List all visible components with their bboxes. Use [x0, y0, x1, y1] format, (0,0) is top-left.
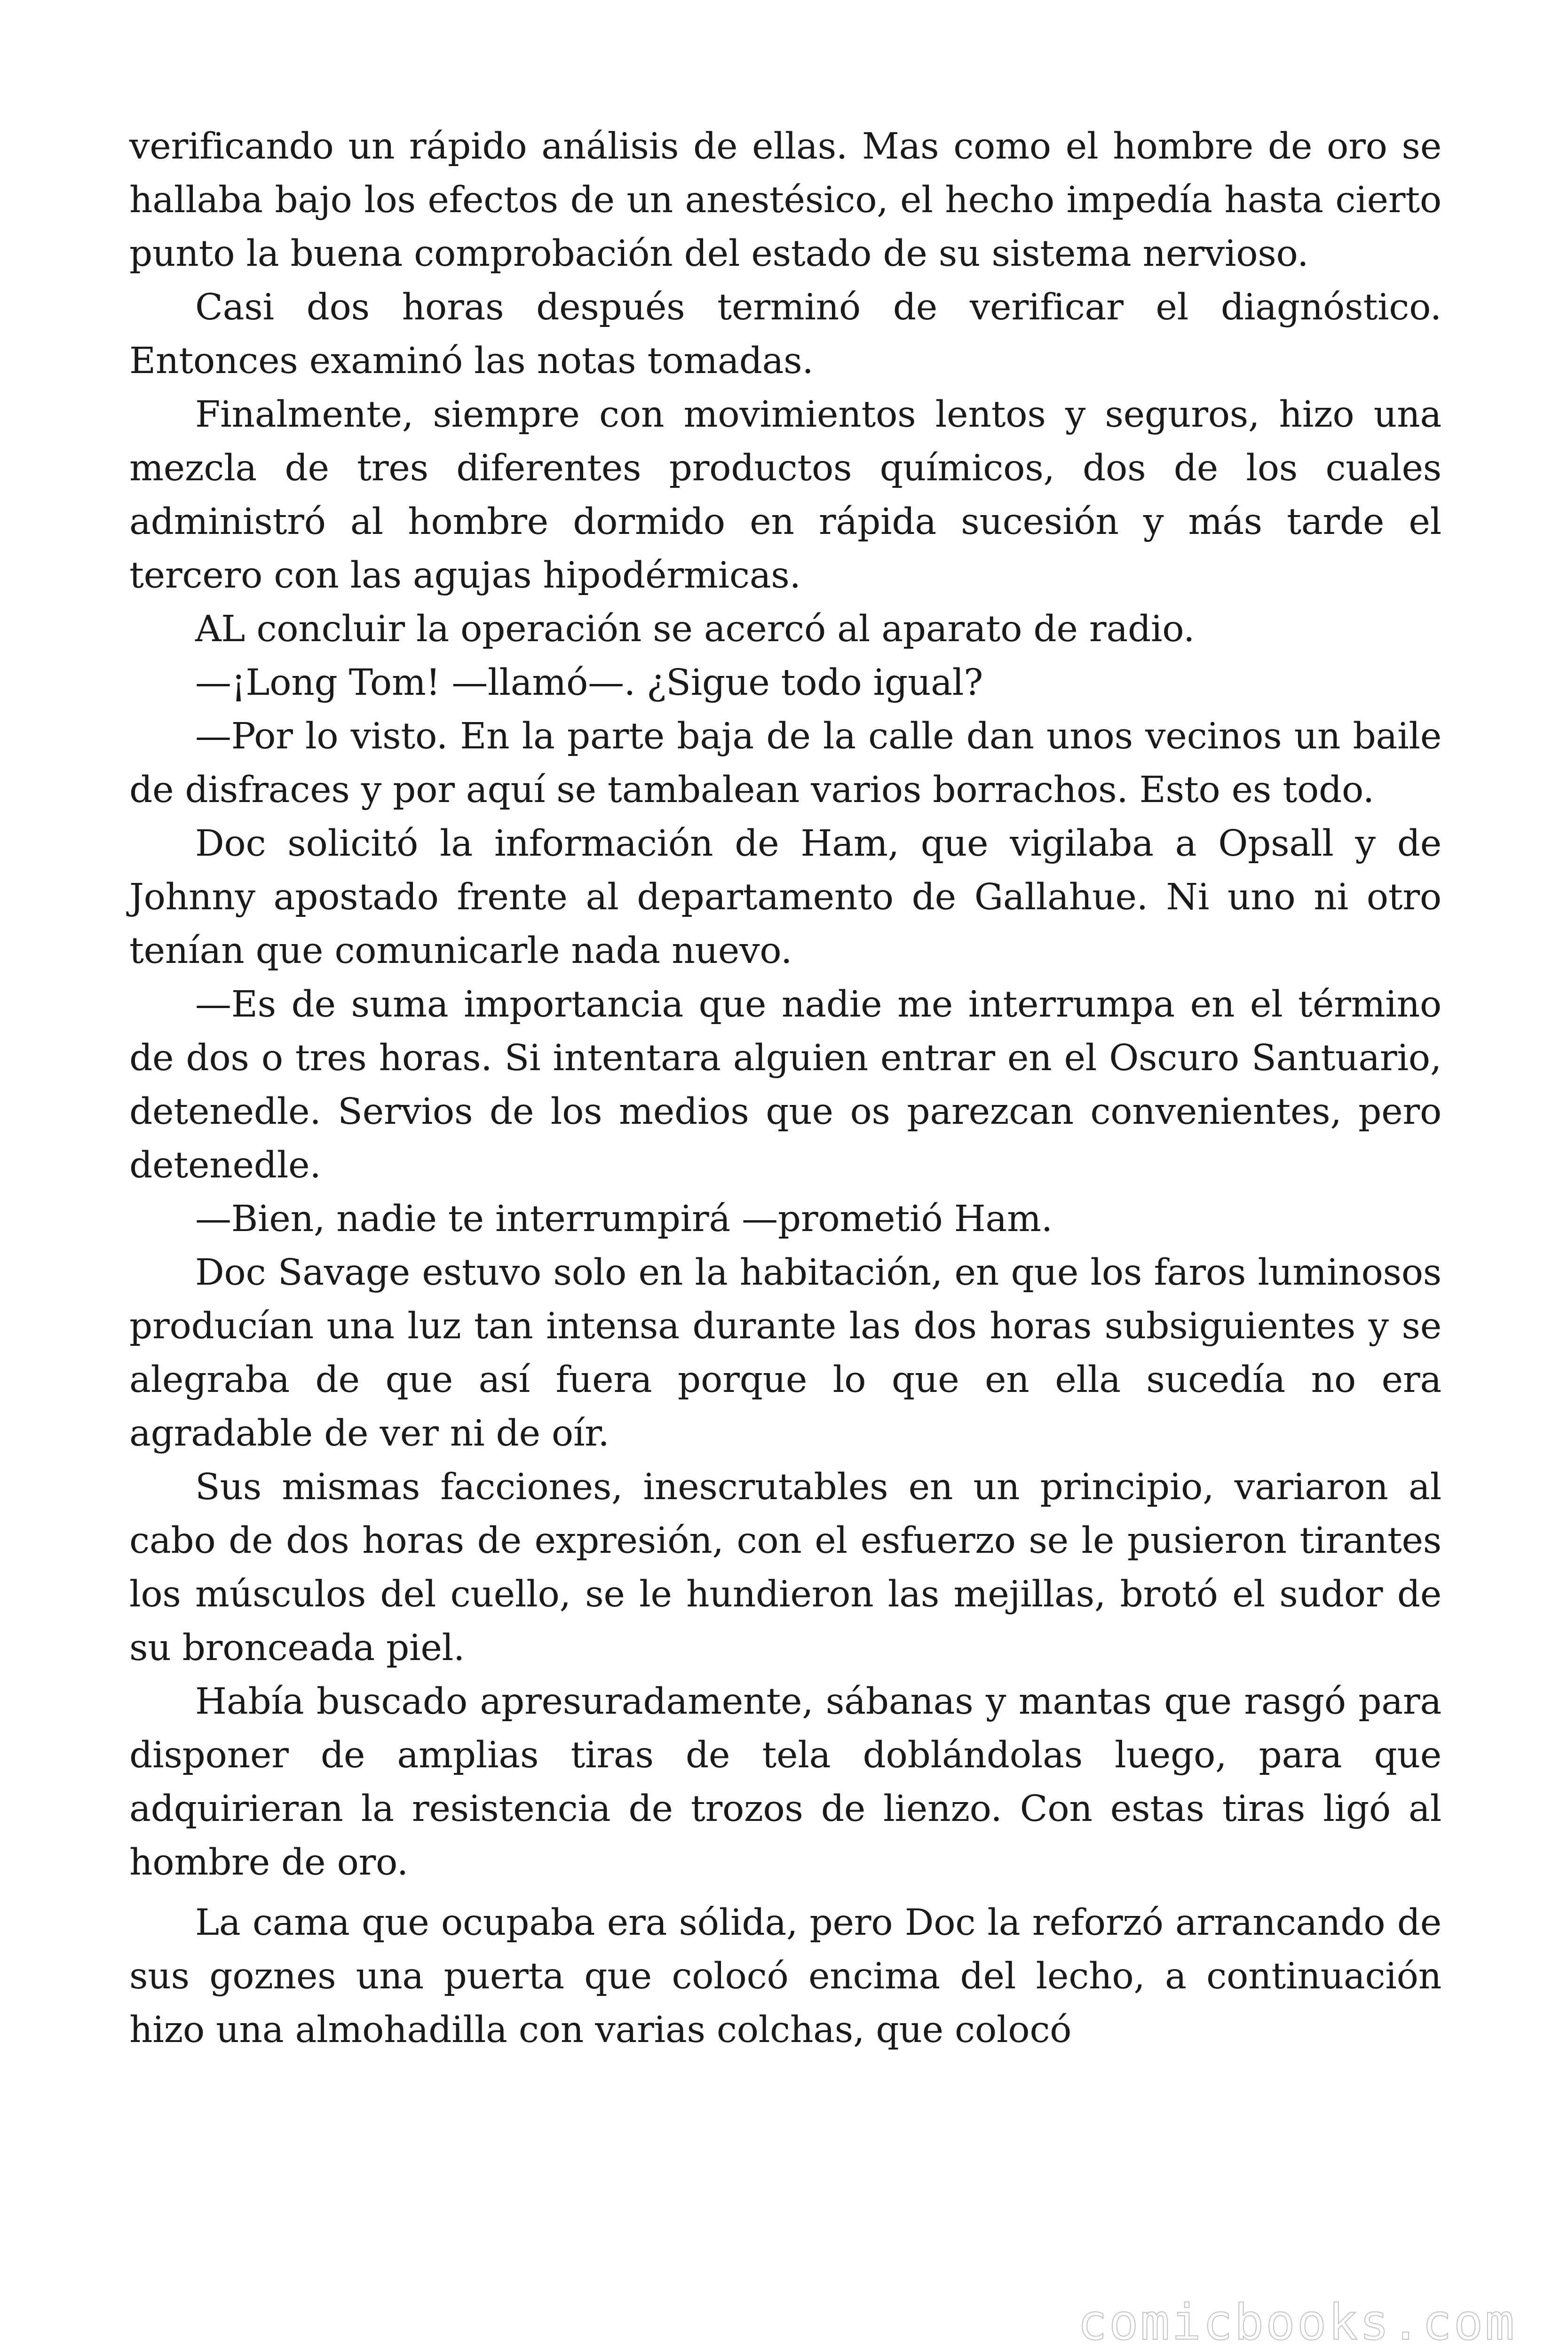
paragraph-7: Doc solicitó la información de Ham, que vigilaba a Opsall y de Johnny apostado frente al departamento de Gallahue. Ni uno ni otro tenían que comunicarle nada nuevo. — [129, 823, 1441, 972]
paragraph-11: Sus mismas facciones, inescrutables en un principio, variaron al cabo de dos horas de expresión, con el esfuerzo se le pusieron tirantes los músculos del cuello, se le hundieron las mejillas, brotó el sudor de su bronceada piel. — [129, 1466, 1441, 1669]
paragraph-2: Casi dos horas después terminó de verificar el diagnóstico. Entonces examinó las notas tomadas. — [129, 286, 1441, 382]
paragraph-8: —Es de suma importancia que nadie me interrumpa en el término de dos o tres horas. Si intentara alguien entrar en el Oscuro Santuario, detenedle. Servios de los medios que os parezcan convenientes, pero detenedle. — [129, 984, 1441, 1186]
paragraph-10: Doc Savage estuvo solo en la habitación, en que los faros luminosos producían una luz tan intensa durante las dos horas subsiguientes y se alegraba de que así fuera porque lo que en ella sucedía no era agradable de ver ni de oír. — [129, 1252, 1441, 1454]
paragraph-6: —Por lo visto. En la parte baja de la calle dan unos vecinos un baile de disfraces y por aquí se tambalean varios borrachos. Esto es todo. — [129, 715, 1441, 811]
paragraph-4: AL concluir la operación se acercó al aparato de radio. — [195, 608, 1195, 650]
paragraph-3: Finalmente, siempre con movimientos lentos y seguros, hizo una mezcla de tres diferentes productos químicos, dos de los cuales administró al hombre dormido en rápida sucesión y más tarde el tercero con las agujas hipodérmicas. — [129, 394, 1441, 596]
watermark: comicbooks.com — [1077, 2294, 1516, 2351]
paragraph-13: La cama que ocupaba era sólida, pero Doc la reforzó arrancando de sus goznes una puerta que colocó encima del lecho, a continuación hizo una almohadilla con varias colchas, que colocó — [129, 1902, 1441, 2051]
page-body-text — [129, 120, 1441, 2057]
paragraph-9: —Bien, nadie te interrumpirá —prometió Ham. — [195, 1198, 1053, 1240]
paragraph-5: —¡Long Tom! —llamó—. ¿Sigue todo igual? — [195, 662, 983, 704]
paragraph-12: Había buscado apresuradamente, sábanas y mantas que rasgó para disponer de amplias tiras de tela doblándolas luego, para que adquirieran la resistencia de trozos de lienzo. Con estas tiras ligó al hombre de oro. — [129, 1681, 1441, 1883]
paragraph-1: verificando un rápido análisis de ellas. Mas como el hombre de oro se hallaba bajo los efectos de un anestésico, el hecho impedía hasta cierto punto la buena comprobación del estado de su sistema nervioso. — [129, 126, 1441, 275]
